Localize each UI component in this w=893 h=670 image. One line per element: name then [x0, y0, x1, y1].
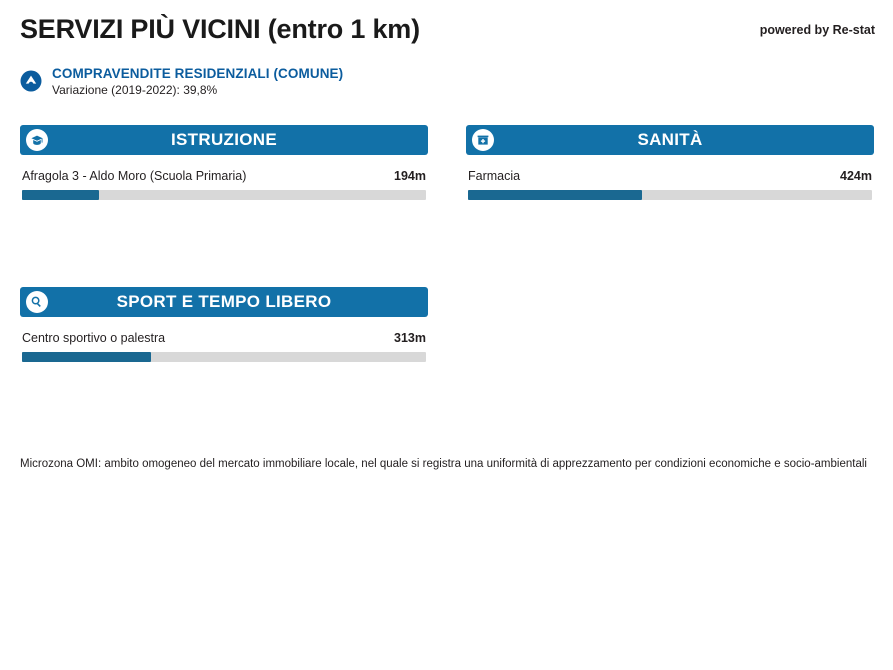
page-title: SERVIZI PIÙ VICINI (entro 1 km): [20, 14, 420, 44]
item-distance: 313m: [394, 331, 426, 345]
school-icon: [26, 129, 48, 151]
panel-header-sport: [20, 287, 428, 317]
list-item: [20, 331, 428, 362]
comune-title: COMPRAVENDITE RESIDENZIALI (COMUNE): [52, 66, 344, 81]
pharmacy-icon: [472, 129, 494, 151]
panel-sport: [20, 287, 428, 362]
distance-bar-track: [22, 190, 426, 200]
panel-title: ISTRUZIONE: [171, 130, 277, 149]
list-item: [466, 169, 874, 200]
distance-bar-fill: [22, 352, 151, 362]
location-marker-icon: [20, 70, 42, 92]
comune-summary: [20, 66, 875, 106]
panel-istruzione: [20, 125, 428, 200]
item-row: [466, 169, 874, 185]
item-row: [20, 331, 428, 347]
panel-header-sanita: [466, 125, 874, 155]
panel-title: SPORT E TEMPO LIBERO: [116, 292, 332, 311]
comune-variation: Variazione (2019-2022): 39,8%: [52, 83, 218, 97]
panel-title: SANITÀ: [637, 130, 703, 149]
item-label: Afragola 3 - Aldo Moro (Scuola Primaria): [22, 169, 247, 183]
item-row: [20, 169, 428, 185]
item-distance: 194m: [394, 169, 426, 183]
item-label: Centro sportivo o palestra: [22, 331, 166, 345]
powered-by-label: powered by Re-stat: [759, 23, 875, 37]
distance-bar-fill: [468, 190, 642, 200]
sport-icon: [26, 291, 48, 313]
panel-sanita: [466, 125, 874, 200]
item-label: Farmacia: [468, 169, 521, 183]
page-header: [20, 14, 875, 54]
distance-bar-fill: [22, 190, 99, 200]
distance-bar-track: [468, 190, 872, 200]
list-item: [20, 169, 428, 200]
panel-header-istruzione: [20, 125, 428, 155]
item-distance: 424m: [840, 169, 872, 183]
comune-summary-text: [52, 66, 343, 97]
footnote: Microzona OMI: ambito omogeneo del mercato immobiliare locale, nel quale si registra una uniformità di apprezzamento per condizioni economiche e socio-ambientali: [20, 458, 867, 470]
distance-bar-track: [22, 352, 426, 362]
